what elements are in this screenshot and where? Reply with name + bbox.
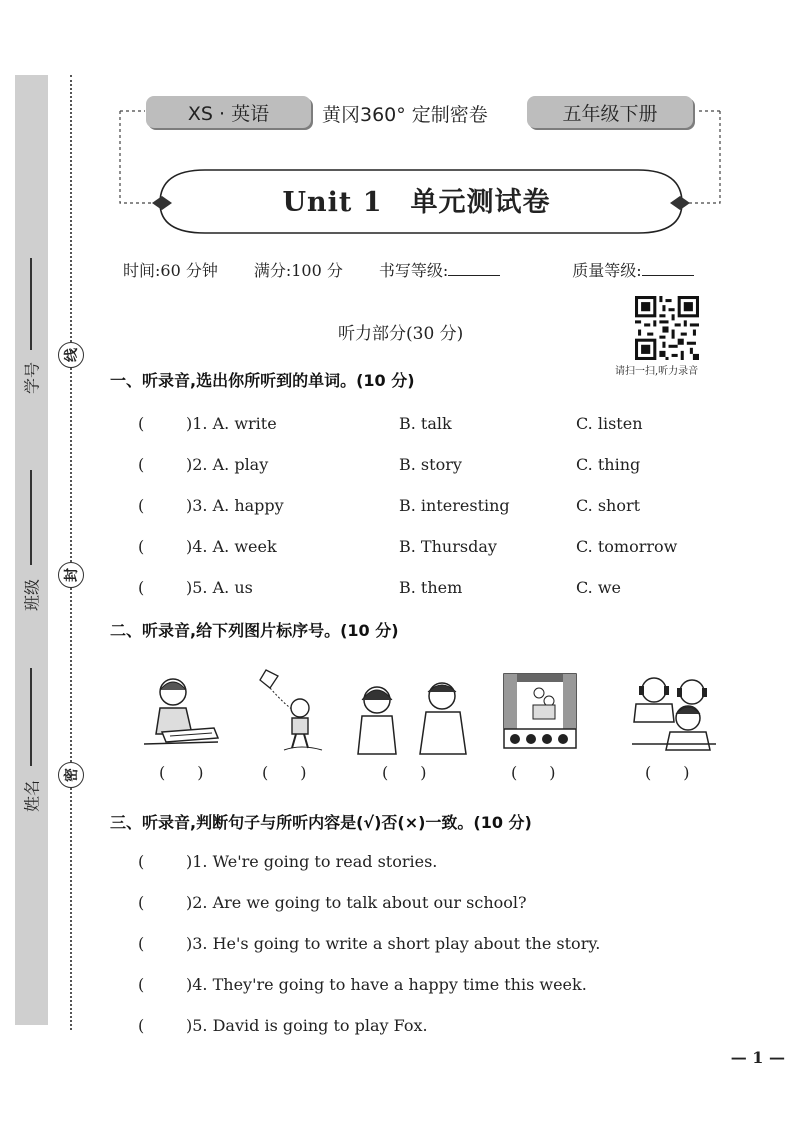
statement-item: )3. He's going to write a short play about the story. xyxy=(186,934,601,953)
seal-mi-mark: 密 xyxy=(58,762,84,788)
option-b: B. interesting xyxy=(399,496,510,515)
exam-info-row xyxy=(123,258,723,281)
option-a: )3. A. happy xyxy=(186,496,284,515)
picture-girl-writing xyxy=(140,672,220,752)
time-info: 时间:60 分钟 xyxy=(123,261,218,280)
picture-stage-play xyxy=(503,673,577,749)
name-line xyxy=(30,668,32,766)
student-id-line xyxy=(30,258,32,350)
listening-part-title: 听力部分(30 分) xyxy=(338,324,464,344)
option-c: C. we xyxy=(576,578,622,597)
option-c: C. short xyxy=(576,496,641,515)
full-score-info: 满分:100 分 xyxy=(253,261,343,280)
answer-paren[interactable]: ( xyxy=(138,1016,145,1035)
brand-title: 黄冈360° 定制密卷 xyxy=(322,104,488,126)
option-c: C. tomorrow xyxy=(576,537,678,556)
picture-children-headphones xyxy=(630,670,718,752)
answer-paren[interactable]: ( xyxy=(138,537,145,556)
option-c: C. thing xyxy=(576,455,641,474)
binding-strip xyxy=(15,75,48,1025)
subject-tag: XS · 英语 xyxy=(146,96,311,128)
quality-grade-blank[interactable] xyxy=(642,261,694,276)
answer-paren[interactable]: ( xyxy=(138,414,145,433)
answer-paren[interactable]: ( xyxy=(138,934,145,953)
picture-boy-kite xyxy=(256,666,326,754)
option-b: B. them xyxy=(399,578,463,597)
statement-item: )1. We're going to read stories. xyxy=(186,852,438,871)
option-b: B. story xyxy=(399,455,462,474)
statement-item: )5. David is going to play Fox. xyxy=(186,1016,428,1035)
qr-note: 请扫一扫,听力录音 xyxy=(615,366,699,377)
picture-children-talking xyxy=(350,680,472,756)
section2-title: 二、听录音,给下列图片标序号。(10 分) xyxy=(110,621,399,640)
writing-grade: 书写等级: xyxy=(379,258,536,281)
option-c: C. listen xyxy=(576,414,643,433)
seal-feng-mark: 封 xyxy=(58,562,84,588)
answer-paren[interactable]: ( xyxy=(138,578,145,597)
statement-item: )4. They're going to have a happy time this week. xyxy=(186,975,587,994)
picture-answer-paren[interactable]: ( ) xyxy=(511,763,556,782)
picture-answer-paren[interactable]: ( ) xyxy=(645,763,690,782)
option-b: B. talk xyxy=(399,414,452,433)
option-a: )5. A. us xyxy=(186,578,253,597)
student-id-label: 学号 xyxy=(22,361,42,395)
picture-answer-paren[interactable]: ( ) xyxy=(159,763,204,782)
picture-answer-paren[interactable]: ( ) xyxy=(262,763,307,782)
option-a: )1. A. write xyxy=(186,414,277,433)
section1-title: 一、听录音,选出你所听到的单词。(10 分) xyxy=(110,371,415,390)
quality-grade: 质量等级: xyxy=(572,258,729,281)
picture-answer-paren[interactable]: ( ) xyxy=(382,763,427,782)
answer-paren[interactable]: ( xyxy=(138,852,145,871)
writing-grade-blank[interactable] xyxy=(448,261,500,276)
answer-paren[interactable]: ( xyxy=(138,893,145,912)
unit-title: Unit 1 单元测试卷 xyxy=(282,186,551,218)
name-label: 姓名 xyxy=(22,779,42,813)
seal-line-mark: 线 xyxy=(58,342,84,368)
answer-paren[interactable]: ( xyxy=(138,496,145,515)
option-a: )2. A. play xyxy=(186,455,269,474)
class-label: 班级 xyxy=(22,578,42,612)
option-a: )4. A. week xyxy=(186,537,277,556)
grade-tag: 五年级下册 xyxy=(527,96,693,128)
answer-paren[interactable]: ( xyxy=(138,455,145,474)
section3-title: 三、听录音,判断句子与所听内容是(√)否(×)一致。(10 分) xyxy=(110,813,532,832)
option-b: B. Thursday xyxy=(399,537,497,556)
binding-dotted-line xyxy=(70,75,72,1030)
qr-code-icon[interactable] xyxy=(634,296,700,360)
page-number: — 1 — xyxy=(730,1048,785,1067)
statement-item: )2. Are we going to talk about our school? xyxy=(186,893,527,912)
class-line xyxy=(30,470,32,565)
answer-paren[interactable]: ( xyxy=(138,975,145,994)
